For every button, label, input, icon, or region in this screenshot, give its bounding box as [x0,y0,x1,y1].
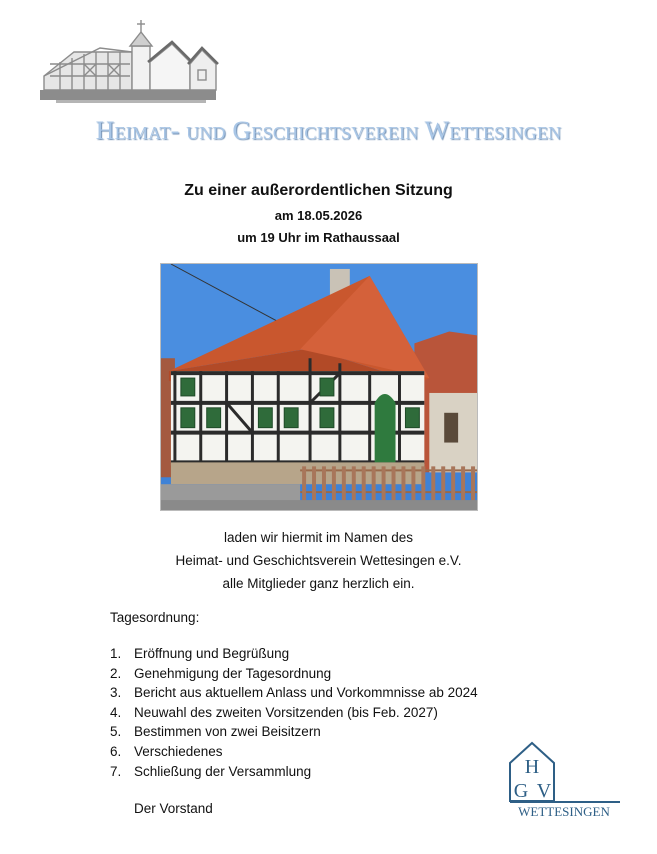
agenda-item [110,683,478,703]
meeting-heading: Zu einer außerordentlichen Sitzung [184,182,453,199]
agenda-item-number: 5. [110,724,122,740]
agenda-list [110,644,478,781]
agenda-item-text: Bestimmen von zwei Beisitzern [134,724,321,740]
agenda-item-text: Genehmigung der Tagesordnung [134,665,332,681]
agenda-item [110,742,478,762]
agenda-item [110,722,478,742]
village-buildings-icon [40,18,220,114]
hgv-letter-v: V [536,780,552,802]
agenda-item-number: 1. [110,646,122,661]
agenda-item [110,762,478,782]
hgv-wordmark: WETTESINGEN [518,804,610,819]
signoff: Der Vorstand [134,801,213,816]
agenda-item-number: 3. [110,685,122,701]
hgv-logo [506,741,622,821]
hgv-letter-g: G [513,780,529,802]
agenda-item-number: 4. [110,704,122,720]
agenda-item-number: 2. [110,665,122,681]
agenda-item-text: Schließung der Versammlung [134,763,312,779]
agenda-item-text: Verschiedenes [134,743,223,759]
invitation-line-1: laden wir hiermit im Namen des [223,530,414,545]
half-timbered-house-photo [160,263,478,511]
agenda-item-number: 6. [110,743,122,759]
agenda-item [110,664,478,684]
organization-title: Heimat- und Geschichtsverein Wettesingen [95,116,562,145]
hgv-letter-h: H [524,756,540,778]
invitation-line-2: Heimat- und Geschichtsverein Wettesingen e.V. [175,553,462,568]
agenda-item [110,703,478,723]
agenda-item-text: Neuwahl des zweiten Vorsitzenden (bis Feb. 2027) [134,704,438,720]
meeting-time-place: um 19 Uhr im Rathaussaal [237,230,400,245]
invitation-line-3: alle Mitglieder ganz herzlich ein. [222,576,415,591]
agenda-item [110,644,478,664]
meeting-date: am 18.05.2026 [274,208,363,223]
agenda-label: Tagesordnung: [110,610,200,625]
agenda-item-number: 7. [110,763,122,779]
agenda-item-text: Eröffnung und Begrüßung [134,646,290,661]
agenda-item-text: Bericht aus aktuellem Anlass und Vorkommnisse ab 2024 [134,685,478,701]
